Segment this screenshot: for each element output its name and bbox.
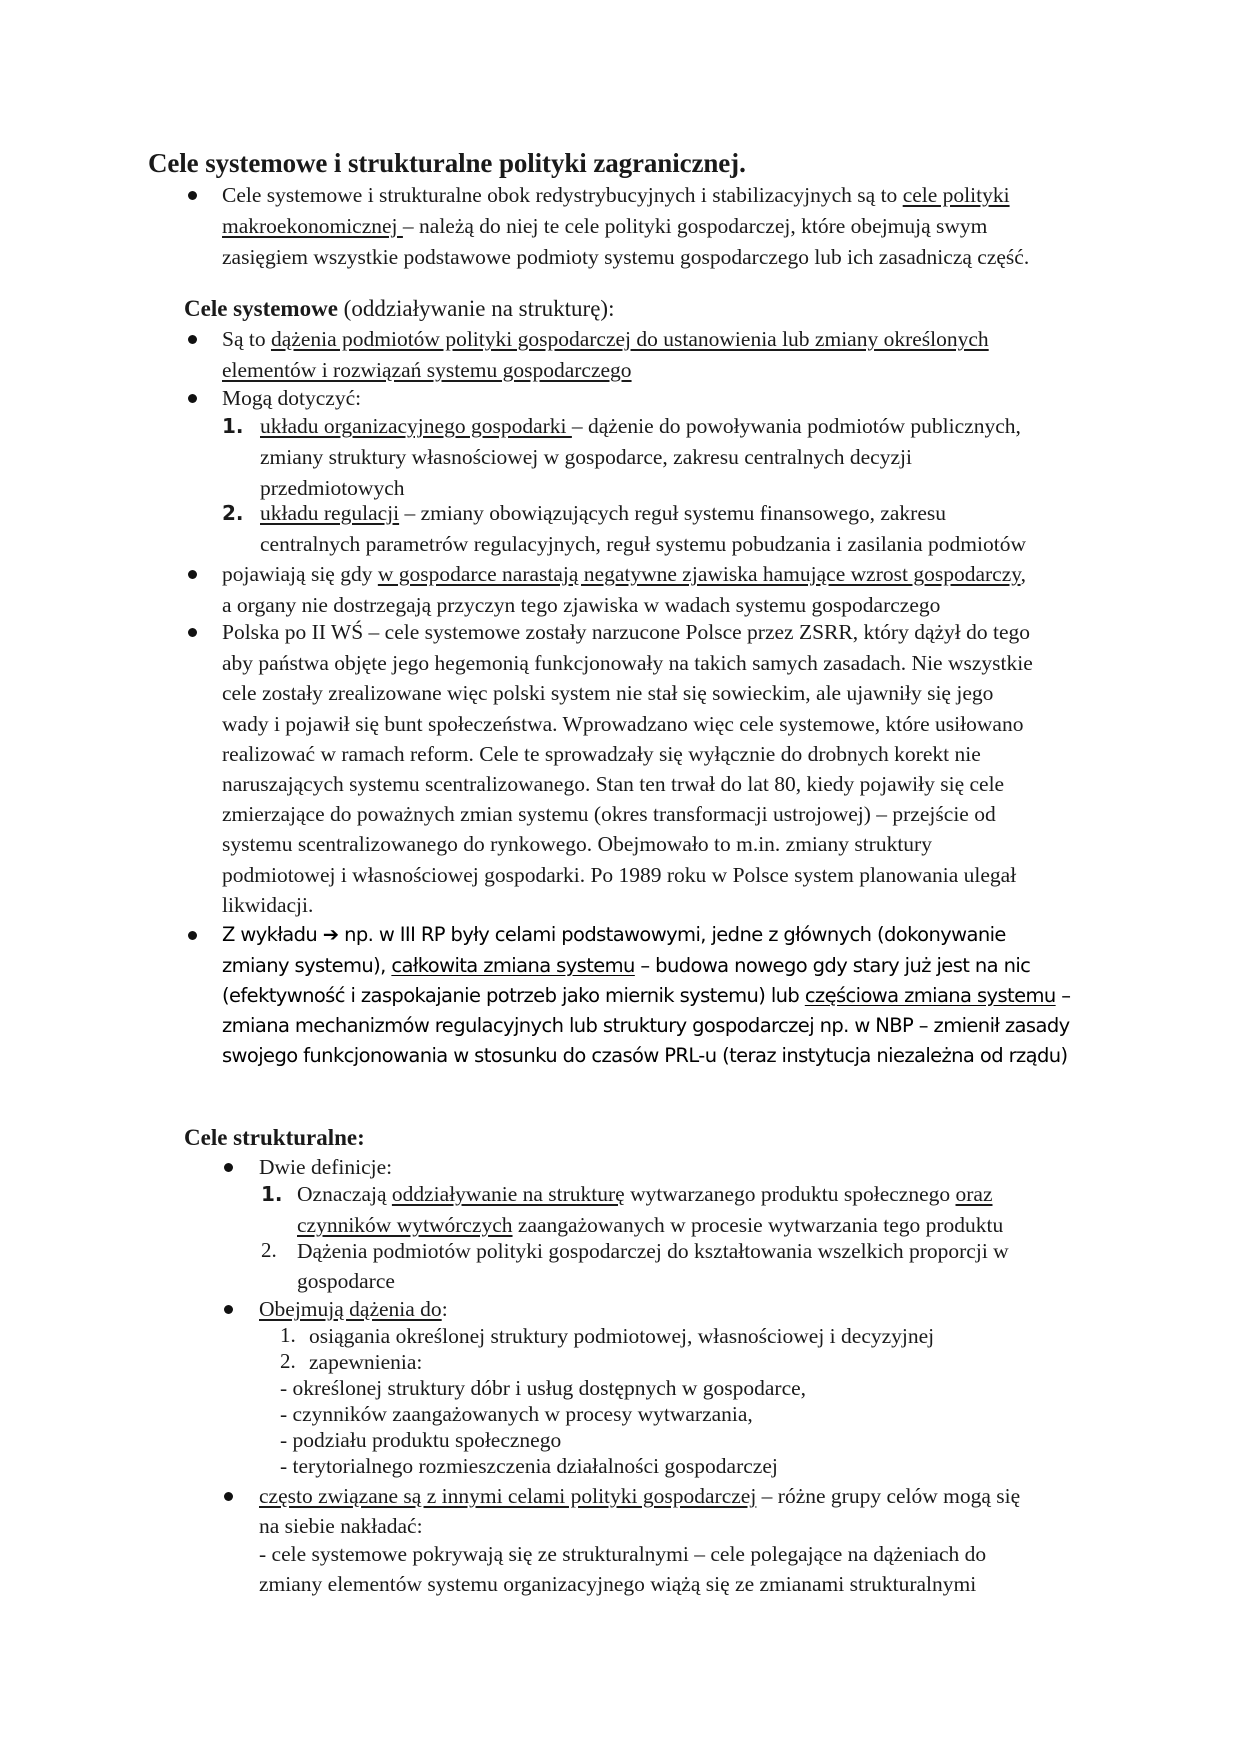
bullet-icon [188, 570, 197, 579]
underlined-text: często związane są z innymi celami polityki gospodarczej [259, 1484, 757, 1508]
text: – zmiany obowiązujących reguł systemu finansowego, zakresu [399, 501, 946, 525]
underlined-text: oddziaływanie na strukturę [391, 1182, 625, 1206]
list-number: 1. [261, 1182, 283, 1206]
text: swojego funkcjonowania w stosunku do czasów PRL-u (teraz instytucja niezależna od rządu) [222, 1044, 1068, 1067]
text: Mogą dotyczyć: [222, 386, 362, 410]
text: a organy nie dostrzegają przyczyn tego zjawiska w wadach systemu gospodarczego [222, 593, 941, 617]
dash-line: - podziału produktu społecznego [280, 1428, 562, 1452]
list-line: wady i pojawił się bunt społeczeństwa. Wprowadzano więc cele systemowe, które usiłowano [222, 712, 1024, 736]
bullet-icon [224, 1305, 233, 1314]
bullet-icon [188, 628, 197, 637]
list-line: cele zostały zrealizowane więc polski system nie stał się sowieckim, ale ujawniły się jego [222, 681, 994, 705]
underlined-text: układu regulacji [260, 501, 400, 525]
document-title: Cele systemowe i strukturalne polityki zagranicznej. [148, 148, 746, 178]
underlined-text: układu organizacyjnego gospodarki [260, 414, 572, 438]
dash-line: - czynników zaangażowanych w procesy wytwarzania, [280, 1402, 753, 1426]
bullet-icon [188, 394, 197, 403]
list-line [259, 1481, 1020, 1511]
list-line: - cele systemowe pokrywają się ze strukturalnymi – cele polegające na dążeniach do [259, 1542, 987, 1566]
underlined-text: Obejmują dążenia do [259, 1297, 442, 1321]
text: (efektywność i zaspokajanie potrzeb jako miernik systemu) lub [222, 984, 805, 1007]
list-line [260, 442, 912, 472]
list-number: 2. [222, 501, 244, 525]
list-line [259, 1294, 448, 1324]
list-line [260, 411, 1021, 441]
heading-rest: (oddziaływanie na strukturę): [337, 296, 615, 321]
list-line [222, 324, 989, 354]
bullet-icon [224, 1492, 233, 1501]
text: Oznaczają [297, 1182, 392, 1206]
section-heading-strukturalne [184, 1125, 365, 1151]
text: – należą do niej te cele polityki gospodarczej, które obejmują swym [402, 214, 988, 238]
text: zmiana mechanizmów regulacyjnych lub struktury gospodarczej np. w NBP – zmienił zasady [222, 1014, 1070, 1037]
intro-line [222, 211, 987, 241]
list-line [222, 559, 1026, 589]
text: Są to [222, 327, 271, 351]
list-line: na siebie nakładać: [259, 1514, 423, 1538]
underlined-text: w gospodarce narastają negatywne zjawiska hamujące wzrost gospodarczy [377, 562, 1021, 586]
lecture-line [222, 951, 1030, 981]
list-line: aby państwa objęte jego hegemonią funkcjonowały na takich samych zasadach. Nie wszystkie [222, 651, 1033, 675]
underlined-text: makroekonomicznej [222, 214, 403, 238]
underlined-text: czynników wytwórczych [297, 1213, 513, 1237]
lecture-line [222, 1011, 1070, 1041]
intro-line [222, 242, 1029, 272]
list-number: 1. [280, 1323, 296, 1347]
bullet-icon [188, 335, 197, 344]
list-line: realizować w ramach reform. Cele te sprowadzały się wyłącznie do drobnych korekt nie [222, 742, 981, 766]
list-line: podmiotowej i własnościowej gospodarki. Po 1989 roku w Polsce system planowania ulegał [222, 863, 1017, 887]
bullet-icon [188, 191, 197, 200]
dash-line: - terytorialnego rozmieszczenia działalności gospodarczej [280, 1454, 778, 1478]
list-line: naruszających systemu scentralizowanego. Stan ten trwał do lat 80, kiedy pojawiły się cele [222, 772, 1005, 796]
list-line [222, 355, 632, 385]
underlined-text: całkowita zmiana systemu [391, 954, 635, 977]
text: zmiany systemu), [222, 954, 392, 977]
text: : [441, 1297, 448, 1321]
list-line: zmierzające do poważnych zmian systemu (okres transformacji ustrojowej) – przejście od [222, 802, 996, 826]
underlined-text: oraz [955, 1182, 993, 1206]
list-line [259, 1152, 392, 1182]
lecture-line [222, 1041, 1068, 1071]
text: – różne grupy celów mogą się [756, 1484, 1021, 1508]
text: zasięgiem wszystkie podstawowe podmioty systemu gospodarczego lub ich zasadniczą część. [222, 245, 1030, 269]
text: Z wykładu ➔ np. w III RP były celami podstawowymi, jedne z głównych (dokonywanie [222, 923, 1006, 946]
section-heading-systemowe [184, 296, 614, 322]
list-line [222, 383, 361, 413]
list-number: 2. [280, 1349, 296, 1373]
list-number: 1. [222, 414, 244, 438]
list-line [297, 1179, 993, 1209]
text: Dążenia podmiotów polityki gospodarczej do kształtowania wszelkich proporcji w [297, 1239, 1009, 1263]
lecture-line [222, 981, 1070, 1011]
text: – dążenie do powoływania podmiotów publicznych, [571, 414, 1021, 438]
list-line [222, 590, 940, 620]
text: zaangażowanych w procesie wytwarzania tego produktu [512, 1213, 1004, 1237]
underlined-text: częściowa zmiana systemu [804, 984, 1056, 1007]
text: gospodarce [297, 1269, 395, 1293]
text: przedmiotowych [260, 476, 405, 500]
dash-line: - określonej struktury dóbr i usług dostępnych w gospodarce, [280, 1376, 807, 1400]
text: pojawiają się gdy [222, 562, 378, 586]
text: – [1055, 984, 1071, 1007]
list-line: likwidacji. [222, 893, 314, 917]
list-line [297, 1236, 1009, 1266]
list-line: Polska po II WŚ – cele systemowe zostały narzucone Polsce przez ZSRR, który dążył do tego [222, 620, 1031, 644]
text: Cele systemowe i strukturalne obok redystrybucyjnych i stabilizacyjnych są to [222, 183, 903, 207]
text: Dwie definicje: [259, 1155, 393, 1179]
underlined-text: cele polityki [902, 183, 1010, 207]
underlined-text: dążenia podmiotów polityki gospodarczej do ustanowienia lub zmiany określonych [270, 327, 989, 351]
text: zmiany struktury własnościowej w gospodarce, zakresu centralnych decyzji [260, 445, 912, 469]
list-line: zmiany elementów systemu organizacyjnego wiążą się ze zmianami strukturalnymi [259, 1572, 977, 1596]
list-number: 2. [261, 1238, 277, 1262]
heading-bold: Cele strukturalne: [184, 1125, 365, 1150]
list-line [260, 529, 1026, 559]
intro-line [222, 180, 1010, 210]
text: wytwarzanego produktu społecznego [624, 1182, 956, 1206]
list-line [297, 1266, 395, 1296]
list-line: osiągania określonej struktury podmiotowej, własnościowej i decyzyjnej [309, 1324, 935, 1348]
text: – budowa nowego gdy stary już jest na nic [634, 954, 1031, 977]
list-line: systemu scentralizowanego do rynkowego. Obejmowało to m.in. zmiany struktury [222, 832, 932, 856]
underlined-text: elementów i rozwiązań systemu gospodarczego [222, 358, 632, 382]
list-line [260, 498, 946, 528]
text: centralnych parametrów regulacyjnych, reguł systemu pobudzania i zasilania podmiotów [260, 532, 1026, 556]
text: , [1020, 562, 1026, 586]
lecture-line [222, 920, 1006, 950]
bullet-icon [188, 931, 197, 940]
bullet-icon [224, 1163, 233, 1172]
list-line: zapewnienia: [309, 1350, 423, 1374]
heading-bold: Cele systemowe [184, 296, 338, 321]
